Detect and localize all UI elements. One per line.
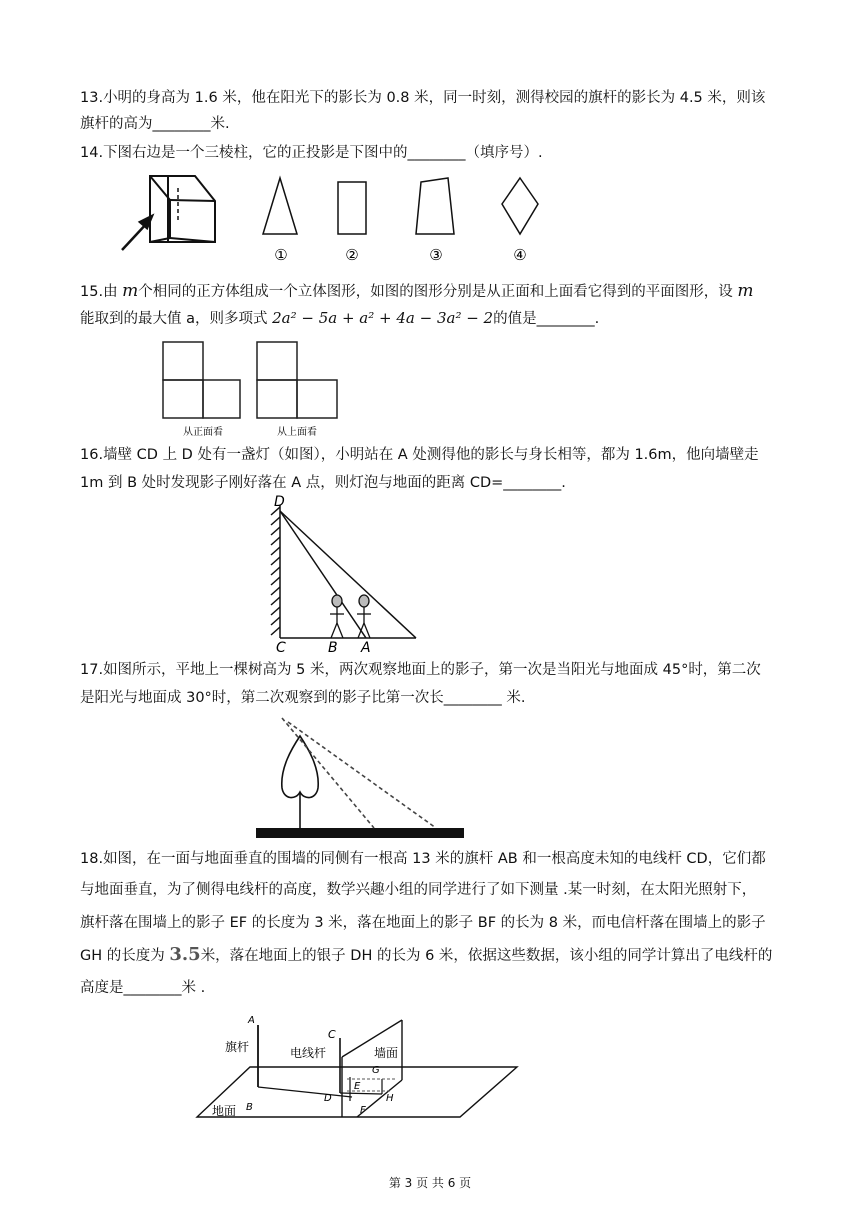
q18-line4: GH 的长度为 3.5米，落在地面上的银子 DH 的长为 6 米，依据这些数据，该小组的同学计算出了电线杆的 bbox=[80, 944, 773, 965]
wall-label: 墙面 bbox=[374, 1046, 399, 1060]
q15-figure bbox=[155, 338, 355, 443]
person-at-a bbox=[357, 595, 371, 638]
q18-line2: 与地面垂直，为了侧得电线杆的高度，数学兴趣小组的同学进行了如下测量 .某一时刻，在太阳光照射下， bbox=[80, 882, 757, 898]
option-label-4: ④ bbox=[513, 246, 527, 264]
option-4-rhombus bbox=[502, 178, 538, 234]
q18-line3: 旗杆落在围墙上的影子 EF 的长度为 3 米，落在地面上的影子 BF 的长为 8 米，而电信杆落在围墙上的影子 bbox=[80, 915, 766, 931]
flagpole-label: 旗杆 bbox=[225, 1040, 250, 1054]
q17-line1: 17.如图所示，平地上一棵树高为 5 米，两次观察地面上的影子，第一次是当阳光与地面成 45°时，第二次 bbox=[80, 662, 761, 678]
q16-figure bbox=[266, 493, 426, 656]
label-d: D bbox=[274, 494, 285, 510]
option-3-trapezoid bbox=[416, 178, 454, 234]
q15-line2: 能取到的最大值 a，则多项式 2a² − 5a + a² + 4a − 3a² − 2的值是________. bbox=[80, 309, 600, 327]
option-2-rectangle bbox=[338, 182, 366, 234]
polynomial-expression: 2a² − 5a + a² + 4a − 3a² − 2 bbox=[272, 309, 494, 327]
point-b: B bbox=[246, 1102, 253, 1113]
shadow-dh bbox=[340, 1093, 382, 1094]
q18-line5: 高度是________米 . bbox=[80, 980, 206, 996]
option-1-triangle bbox=[263, 178, 297, 234]
option-label-1: ① bbox=[274, 246, 288, 264]
option-label-3: ③ bbox=[429, 246, 443, 264]
light-ray-outer bbox=[280, 511, 416, 638]
label-c: C bbox=[276, 640, 286, 656]
ground-label: 地面 bbox=[212, 1104, 237, 1118]
label-a: A bbox=[361, 640, 371, 656]
page-footer: 第 3 页 共 6 页 bbox=[388, 1176, 472, 1190]
q14-figure bbox=[110, 168, 550, 268]
point-g: G bbox=[372, 1065, 380, 1076]
front-view bbox=[163, 342, 240, 418]
person-at-b bbox=[330, 595, 344, 638]
option-label-2: ② bbox=[345, 246, 359, 264]
view-arrow bbox=[122, 216, 152, 250]
shadow-bf bbox=[258, 1087, 352, 1097]
q13-line1: 13.小明的身高为 1.6 米，他在阳光下的影长为 0.8 米，同一时刻，测得校园的旗杆的影长为 4.5 米，则该 bbox=[80, 90, 766, 106]
sun-ray-30 bbox=[288, 722, 436, 828]
q18-figure bbox=[192, 1005, 532, 1145]
point-d: D bbox=[324, 1093, 332, 1104]
ground-bar bbox=[256, 828, 464, 838]
point-f: F bbox=[360, 1105, 366, 1116]
point-a: A bbox=[248, 1015, 255, 1026]
point-e: E bbox=[354, 1081, 361, 1092]
q14-text: 14.下图右边是一个三棱柱，它的正投影是下图中的________（填序号）. bbox=[80, 145, 543, 161]
light-ray-inner bbox=[280, 511, 366, 638]
q16-line1: 16.墙壁 CD 上 D 处有一盏灯（如图），小明站在 A 处测得他的影长与身长相等，都为 1.6m，他向墙壁走 bbox=[80, 447, 759, 463]
point-c: C bbox=[328, 1028, 336, 1041]
q16-line2: 1m 到 B 处时发现影子刚好落在 A 点，则灯泡与地面的距离 CD=________. bbox=[80, 475, 566, 491]
wall-hatching bbox=[271, 505, 280, 638]
label-b: B bbox=[328, 640, 338, 656]
front-view-label: 从正面看 bbox=[183, 427, 223, 438]
point-h: H bbox=[386, 1093, 394, 1104]
top-view bbox=[257, 342, 337, 418]
q17-line2: 是阳光与地面成 30°时，第二次观察到的影子比第一次长________ 米. bbox=[80, 690, 526, 706]
tree-crown bbox=[282, 736, 318, 798]
triangular-prism bbox=[150, 176, 215, 242]
q13-line2: 旗杆的高为________米. bbox=[80, 116, 230, 132]
top-view-label: 从上面看 bbox=[277, 427, 317, 438]
ground-plane bbox=[197, 1067, 517, 1117]
sun-ray-45 bbox=[282, 718, 374, 828]
q18-line1: 18.如图，在一面与地面垂直的围墙的同侧有一根高 13 米的旗杆 AB 和一根高度未知的电线杆 CD，它们都 bbox=[80, 851, 766, 867]
pole-label: 电线杆 bbox=[290, 1046, 327, 1060]
q17-figure bbox=[252, 708, 472, 838]
q15-line1: 15.由 m个相同的正方体组成一个立体图形，如图的图形分别是从正面和上面看它得到的平面图形，设 m bbox=[80, 281, 754, 301]
